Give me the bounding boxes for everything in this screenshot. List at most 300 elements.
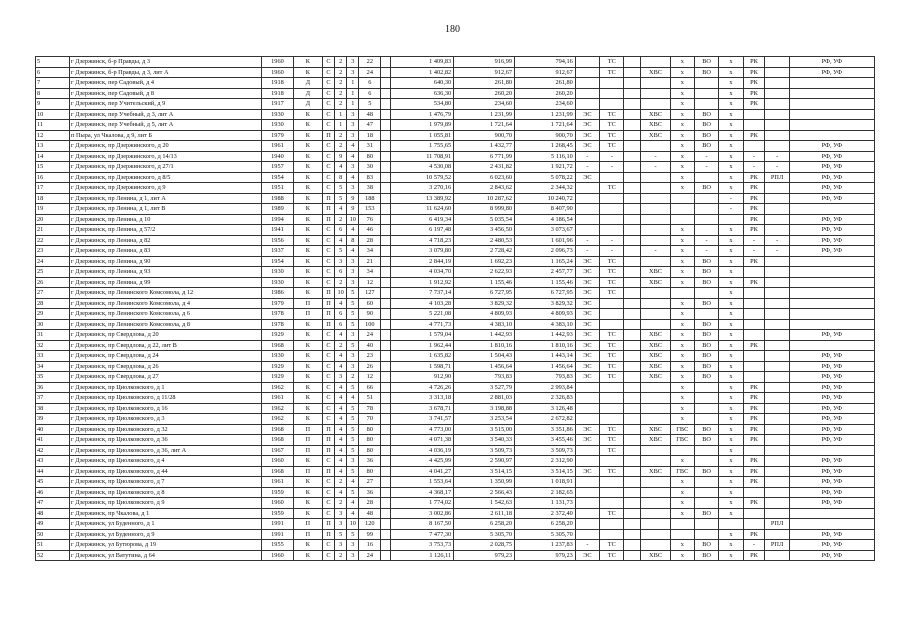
table-cell: Д — [293, 99, 322, 110]
table-cell: 1940 — [262, 151, 294, 162]
table-cell: 2 480,53 — [454, 235, 515, 246]
table-cell: С — [322, 382, 334, 393]
table-cell — [624, 445, 641, 456]
table-cell: С — [322, 361, 334, 372]
table-cell: РФ, УФ — [789, 162, 874, 173]
table-cell — [381, 309, 391, 320]
table-cell — [765, 351, 789, 362]
table-cell: 1961 — [262, 477, 294, 488]
table-cell: г Дзержинск, пр Циолковского, д 44 — [70, 466, 262, 477]
table-cell: х — [719, 498, 743, 509]
table-cell: 5 — [335, 529, 347, 540]
table-cell: 33 — [36, 351, 70, 362]
table-cell: ЭС — [575, 288, 599, 299]
table-cell: П — [322, 529, 334, 540]
table-cell: 4 186,54 — [515, 214, 576, 225]
table-cell: 22 — [359, 57, 381, 68]
table-cell — [575, 456, 599, 467]
table-cell — [624, 141, 641, 152]
table-cell: 47 — [36, 498, 70, 509]
table-cell — [694, 99, 718, 110]
table-cell: 3 — [347, 183, 359, 194]
table-cell: 4 — [335, 162, 347, 173]
table-cell: 234,60 — [515, 99, 576, 110]
table-cell — [641, 519, 670, 530]
table-cell: 1 268,45 — [515, 141, 576, 152]
table-cell — [743, 319, 765, 330]
table-cell: 6 — [36, 67, 70, 78]
table-cell — [624, 162, 641, 173]
table-cell — [624, 214, 641, 225]
table-cell: ТС — [600, 361, 624, 372]
table-cell: 900,70 — [515, 130, 576, 141]
table-cell: С — [322, 256, 334, 267]
table-cell: К — [293, 540, 322, 551]
table-cell: 6 771,99 — [454, 151, 515, 162]
table-cell: ЭС — [575, 319, 599, 330]
table-cell: ВО — [694, 130, 718, 141]
table-cell: С — [322, 277, 334, 288]
table-cell: 1 504,43 — [454, 351, 515, 362]
table-cell: ХВС — [641, 351, 670, 362]
table-cell: г Дзержинск, пр Свердлова, д 26 — [70, 361, 262, 372]
table-cell: ТС — [600, 267, 624, 278]
table-cell — [600, 309, 624, 320]
table-cell: 2 — [335, 57, 347, 68]
table-cell: х — [719, 319, 743, 330]
table-cell: 1960 — [262, 456, 294, 467]
table-cell: 1 231,99 — [454, 109, 515, 120]
table-cell: 7 — [36, 78, 70, 89]
table-cell: х — [670, 235, 694, 246]
table-cell: г Дзержинск, пер Садовый, д 8 — [70, 88, 262, 99]
table-cell — [624, 550, 641, 561]
table-cell: х — [670, 498, 694, 509]
table-cell: 2 566,43 — [454, 487, 515, 498]
table-cell — [670, 529, 694, 540]
table-cell: х — [719, 487, 743, 498]
table-cell: 4 530,08 — [390, 162, 453, 173]
table-cell: - — [743, 246, 765, 257]
table-cell: 4 — [335, 393, 347, 404]
table-cell: 1951 — [262, 183, 294, 194]
table-cell — [624, 330, 641, 341]
table-cell: г Дзержинск, пр Ленина, д 10 — [70, 214, 262, 225]
table-cell: С — [322, 67, 334, 78]
table-cell: 4 809,93 — [515, 309, 576, 320]
table-cell — [765, 361, 789, 372]
table-cell: 3 540,33 — [454, 435, 515, 446]
table-cell — [600, 225, 624, 236]
table-cell — [719, 519, 743, 530]
table-cell: 2 028,75 — [454, 540, 515, 551]
table-cell — [624, 193, 641, 204]
table-cell: 2 182,65 — [515, 487, 576, 498]
table-cell: 18 — [36, 193, 70, 204]
table-cell: 1 — [335, 120, 347, 131]
table-cell: 5 — [335, 183, 347, 194]
table-cell: 3 079,80 — [390, 246, 453, 257]
table-cell — [670, 519, 694, 530]
table-cell: ВО — [694, 57, 718, 68]
table-cell — [743, 309, 765, 320]
table-cell: 12 — [359, 277, 381, 288]
table-cell — [641, 456, 670, 467]
table-cell: 1 456,64 — [515, 361, 576, 372]
table-cell: 640,30 — [390, 78, 453, 89]
table-cell: С — [322, 109, 334, 120]
table-cell: 2 672,82 — [515, 414, 576, 425]
table-cell — [381, 193, 391, 204]
table-cell — [765, 130, 789, 141]
table-cell — [765, 225, 789, 236]
table-cell: х — [670, 78, 694, 89]
table-cell: 23 — [359, 351, 381, 362]
table-cell: 60 — [359, 298, 381, 309]
table-cell: ЭС — [575, 109, 599, 120]
table-cell: 1918 — [262, 78, 294, 89]
table-cell: 4 — [335, 466, 347, 477]
table-cell: 3 — [347, 330, 359, 341]
table-row — [36, 267, 875, 278]
table-row — [36, 340, 875, 351]
table-row — [36, 109, 875, 120]
table-cell: РФ, УФ — [789, 235, 874, 246]
table-cell: 1 — [347, 99, 359, 110]
table-cell: 5 — [347, 319, 359, 330]
table-cell: ТС — [600, 277, 624, 288]
table-cell: 9 — [347, 193, 359, 204]
table-cell — [600, 78, 624, 89]
table-cell — [624, 99, 641, 110]
table-cell: х — [670, 393, 694, 404]
table-cell: ЭС — [575, 267, 599, 278]
table-cell — [743, 330, 765, 341]
table-cell: С — [322, 330, 334, 341]
table-cell — [694, 529, 718, 540]
table-cell — [765, 477, 789, 488]
table-row — [36, 456, 875, 467]
table-cell: х — [719, 256, 743, 267]
table-cell: К — [293, 550, 322, 561]
table-row — [36, 246, 875, 257]
table-cell: РК — [743, 78, 765, 89]
table-cell: 4 — [335, 435, 347, 446]
table-cell: 636,30 — [390, 88, 453, 99]
table-cell: РК — [743, 477, 765, 488]
table-cell: - — [575, 246, 599, 257]
table-cell — [381, 403, 391, 414]
table-cell: 4 383,10 — [454, 319, 515, 330]
table-cell: С — [322, 351, 334, 362]
table-cell: Д — [293, 88, 322, 99]
table-cell: РК — [743, 550, 765, 561]
table-cell: 1954 — [262, 256, 294, 267]
table-row — [36, 204, 875, 215]
table-cell: 36 — [36, 382, 70, 393]
table-cell: РФ, УФ — [789, 403, 874, 414]
table-cell — [575, 204, 599, 215]
table-cell: 5 — [359, 99, 381, 110]
table-cell — [624, 183, 641, 194]
table-cell: 19 — [36, 204, 70, 215]
table-cell: 4 718,23 — [390, 235, 453, 246]
table-cell: К — [293, 372, 322, 383]
table-cell: 12 — [36, 130, 70, 141]
table-cell: РФ, УФ — [789, 435, 874, 446]
table-cell: 17 — [36, 183, 70, 194]
table-cell: 2 881,03 — [454, 393, 515, 404]
table-cell: 48 — [36, 508, 70, 519]
table-cell — [765, 57, 789, 68]
table-row — [36, 288, 875, 299]
table-cell: х — [670, 351, 694, 362]
table-cell — [670, 214, 694, 225]
table-cell: К — [293, 508, 322, 519]
table-cell — [765, 403, 789, 414]
table-cell — [694, 309, 718, 320]
table-cell: К — [293, 141, 322, 152]
table-cell: 4 — [335, 456, 347, 467]
table-cell — [743, 141, 765, 152]
table-cell: К — [293, 235, 322, 246]
table-cell: К — [293, 393, 322, 404]
table-cell — [694, 403, 718, 414]
table-cell: ЭС — [575, 130, 599, 141]
table-row — [36, 172, 875, 183]
table-cell: К — [293, 120, 322, 131]
table-cell: С — [322, 414, 334, 425]
table-cell — [381, 529, 391, 540]
table-cell: 2 843,62 — [454, 183, 515, 194]
table-cell: х — [719, 57, 743, 68]
table-cell — [381, 372, 391, 383]
table-cell: П — [322, 193, 334, 204]
table-cell: х — [719, 172, 743, 183]
table-cell: К — [293, 67, 322, 78]
table-cell: ЭС — [575, 277, 599, 288]
table-cell — [743, 109, 765, 120]
table-cell — [575, 214, 599, 225]
table-cell: К — [293, 204, 322, 215]
table-cell: 3 253,54 — [454, 414, 515, 425]
table-cell: 1960 — [262, 498, 294, 509]
table-cell: 2 — [347, 372, 359, 383]
table-cell: 11 708,91 — [390, 151, 453, 162]
table-cell: г Дзержинск, пр Ленина, д 83 — [70, 246, 262, 257]
table-cell: РК — [743, 466, 765, 477]
table-cell — [624, 540, 641, 551]
table-cell: 3 — [347, 120, 359, 131]
table-cell: 1994 — [262, 214, 294, 225]
table-cell: 2 096,73 — [515, 246, 576, 257]
table-row — [36, 477, 875, 488]
table-cell: 6 258,20 — [515, 519, 576, 530]
table-cell — [641, 225, 670, 236]
table-cell: 3 829,32 — [454, 298, 515, 309]
table-cell: С — [322, 78, 334, 89]
table-cell: ВО — [694, 550, 718, 561]
table-cell: х — [719, 309, 743, 320]
table-cell: 6 258,20 — [454, 519, 515, 530]
table-cell: х — [719, 466, 743, 477]
table-cell: 3 — [347, 109, 359, 120]
table-cell — [381, 225, 391, 236]
table-cell: ГВС — [670, 424, 694, 435]
table-cell — [381, 298, 391, 309]
table-cell: ТС — [600, 67, 624, 78]
table-cell: К — [293, 193, 322, 204]
table-cell: РК — [743, 403, 765, 414]
table-cell — [600, 403, 624, 414]
table-cell: - — [600, 162, 624, 173]
table-cell: 1930 — [262, 109, 294, 120]
table-cell: 3 456,50 — [454, 225, 515, 236]
table-cell — [789, 319, 874, 330]
table-cell: 4 — [347, 508, 359, 519]
table-cell: 2 326,83 — [515, 393, 576, 404]
table-cell: ВО — [694, 109, 718, 120]
table-cell: 4 — [335, 298, 347, 309]
table-cell — [624, 487, 641, 498]
table-cell: 1 598,71 — [390, 361, 453, 372]
table-cell: К — [293, 246, 322, 257]
table-cell: - — [743, 235, 765, 246]
table-cell — [789, 204, 874, 215]
table-cell: х — [719, 435, 743, 446]
table-cell: 4 — [347, 477, 359, 488]
table-cell: П — [322, 435, 334, 446]
table-cell: 1 231,99 — [515, 109, 576, 120]
table-cell — [789, 88, 874, 99]
table-cell: х — [670, 540, 694, 551]
table-cell: ЭС — [575, 550, 599, 561]
table-cell: 1957 — [262, 162, 294, 173]
table-cell — [624, 351, 641, 362]
table-cell: г Дзержинск, пер Учебный, д 3, лит А — [70, 109, 262, 120]
table-cell: 15 — [36, 162, 70, 173]
table-cell: г Дзержинск, пр Дзержинского, д 8/5 — [70, 172, 262, 183]
table-cell — [381, 183, 391, 194]
table-cell: ТС — [600, 424, 624, 435]
table-cell — [624, 204, 641, 215]
table-cell: ЭС — [575, 361, 599, 372]
table-cell: х — [719, 372, 743, 383]
table-cell: 4 103,28 — [390, 298, 453, 309]
table-cell — [381, 277, 391, 288]
table-cell: 4 — [347, 141, 359, 152]
table-cell: РФ, УФ — [789, 151, 874, 162]
table-cell: 2 622,93 — [454, 267, 515, 278]
table-cell: 3 — [347, 361, 359, 372]
table-cell: х — [670, 183, 694, 194]
table-cell — [600, 393, 624, 404]
table-cell — [765, 256, 789, 267]
table-cell — [789, 309, 874, 320]
table-cell — [789, 267, 874, 278]
table-cell: 3 — [347, 351, 359, 362]
table-cell: х — [670, 414, 694, 425]
table-cell: 49 — [36, 519, 70, 530]
table-cell: 80 — [359, 466, 381, 477]
table-cell: г Дзержинск, пр Циолковского, д 32 — [70, 424, 262, 435]
table-cell: 1 921,72 — [515, 162, 576, 173]
table-cell: ВО — [694, 183, 718, 194]
table-row — [36, 550, 875, 561]
table-cell — [641, 256, 670, 267]
table-cell: РК — [743, 393, 765, 404]
table-cell — [765, 529, 789, 540]
table-cell: 10 — [347, 519, 359, 530]
table-cell: ТС — [600, 57, 624, 68]
table-cell — [694, 88, 718, 99]
table-cell: ВО — [694, 508, 718, 519]
table-cell — [641, 214, 670, 225]
table-row — [36, 372, 875, 383]
table-cell: ТС — [600, 445, 624, 456]
table-cell: 24 — [359, 330, 381, 341]
table-cell — [641, 414, 670, 425]
table-cell: 5 — [347, 529, 359, 540]
table-cell — [719, 214, 743, 225]
table-cell: х — [719, 477, 743, 488]
table-cell: г Дзержинск, пр Ленина, д 93 — [70, 267, 262, 278]
table-cell: ВО — [694, 256, 718, 267]
table-cell: х — [719, 550, 743, 561]
table-cell — [624, 277, 641, 288]
table-cell: 4 — [335, 351, 347, 362]
table-cell: 1917 — [262, 99, 294, 110]
table-cell: 1 553,64 — [390, 477, 453, 488]
table-cell: - — [743, 151, 765, 162]
table-cell: ТС — [600, 330, 624, 341]
table-cell: РК — [743, 225, 765, 236]
table-cell — [624, 477, 641, 488]
table-cell: г Дзержинск, пр Ленина, д 82 — [70, 235, 262, 246]
table-cell: 23 — [36, 246, 70, 257]
table-cell: х — [670, 151, 694, 162]
table-cell — [624, 78, 641, 89]
table-cell: 5 — [347, 487, 359, 498]
table-cell: х — [670, 456, 694, 467]
table-cell: 44 — [36, 466, 70, 477]
table-cell — [694, 204, 718, 215]
table-cell: х — [719, 67, 743, 78]
table-cell — [789, 78, 874, 89]
table-cell — [765, 120, 789, 131]
table-cell: 30 — [36, 319, 70, 330]
table-cell — [789, 298, 874, 309]
table-cell — [743, 351, 765, 362]
table-cell: х — [670, 267, 694, 278]
table-cell: х — [719, 225, 743, 236]
table-cell: 1 402,82 — [390, 67, 453, 78]
table-cell: 48 — [359, 508, 381, 519]
table-cell: ВО — [694, 277, 718, 288]
table-cell: 12 — [359, 372, 381, 383]
table-cell: 120 — [359, 519, 381, 530]
table-cell: г Дзержинск, пр Дзержинского, д 20 — [70, 141, 262, 152]
table-cell — [641, 403, 670, 414]
table-cell — [670, 445, 694, 456]
table-cell: х — [719, 540, 743, 551]
table-cell — [600, 519, 624, 530]
table-cell: РК — [743, 204, 765, 215]
table-cell — [381, 393, 391, 404]
table-cell: 40 — [359, 340, 381, 351]
table-cell: ЭС — [575, 372, 599, 383]
table-cell: 4 — [335, 445, 347, 456]
